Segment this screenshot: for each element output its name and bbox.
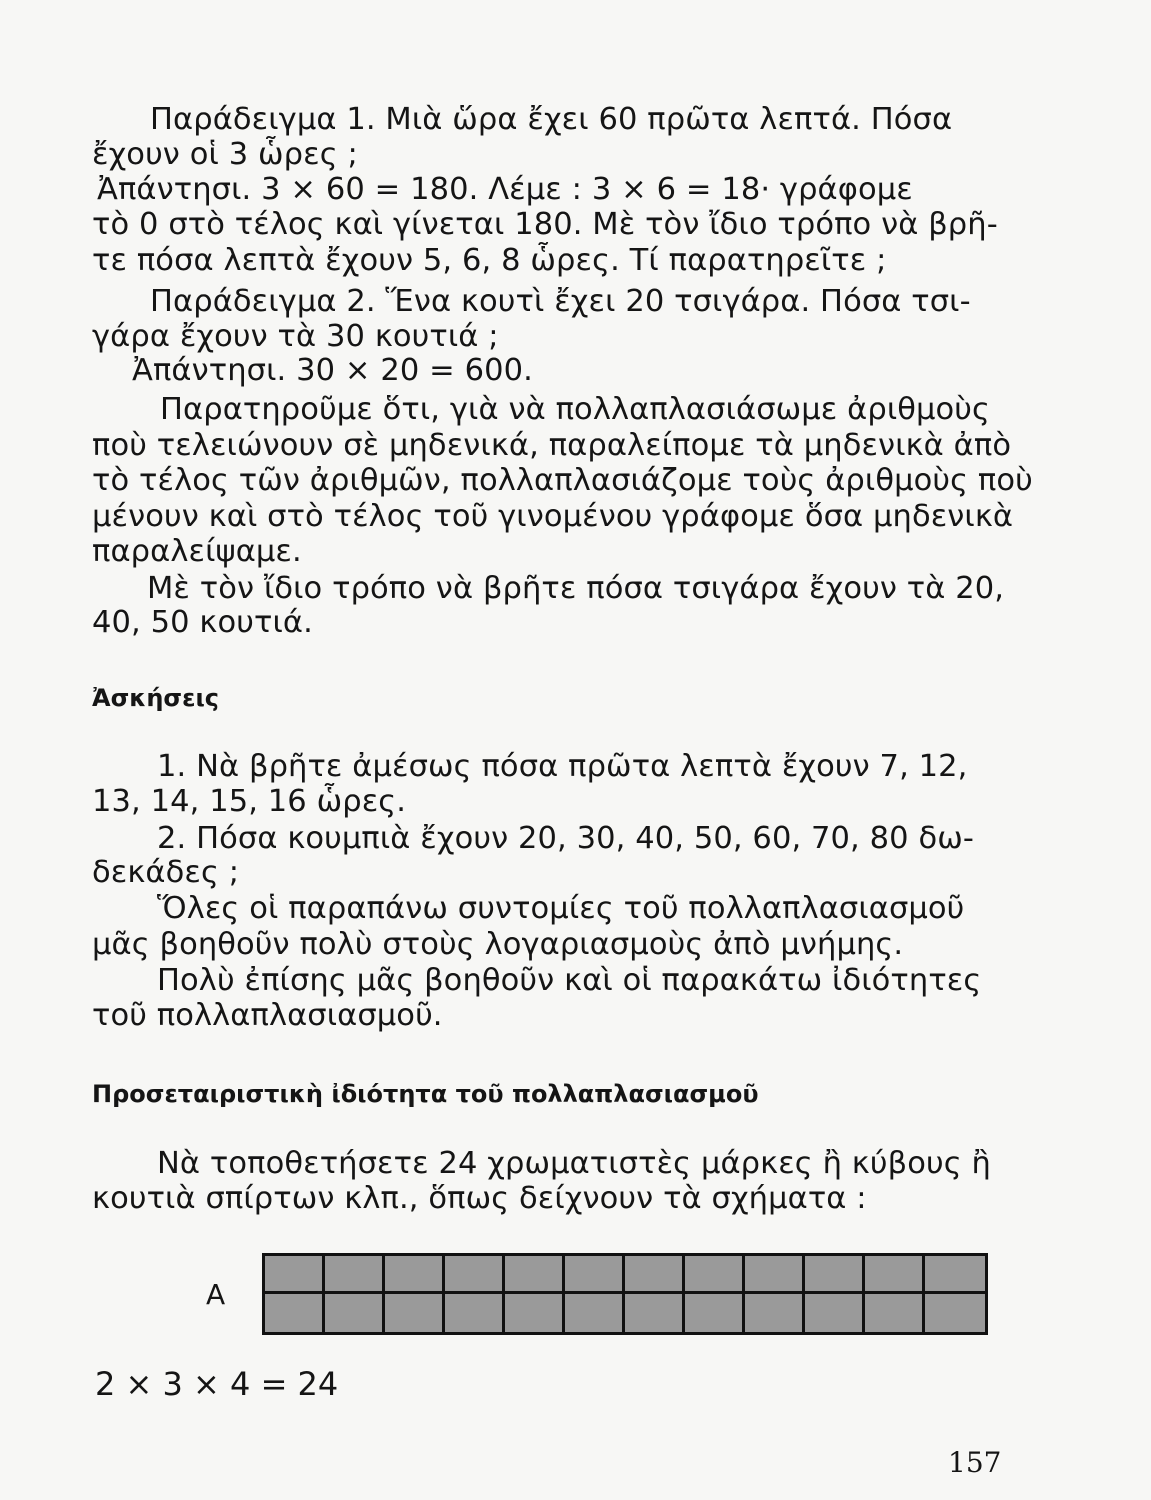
- section-heading: Προσεταιριστικὴ ἰδιότητα τοῦ πολλαπλασιασμοῦ: [92, 1080, 759, 1108]
- grid-cell: [865, 1294, 925, 1332]
- example-1-line-1: Παράδειγμα 1. Μιὰ ὥρα ἔχει 60 πρῶτα λεπτά. Πόσα: [150, 102, 953, 137]
- grid-cell: [805, 1294, 865, 1332]
- grid-cell: [505, 1294, 565, 1332]
- grid-cell: [865, 1256, 925, 1294]
- grid-cell: [625, 1294, 685, 1332]
- exercise-1-line-1: 1. Νὰ βρῆτε ἀμέσως πόσα πρῶτα λεπτὰ ἔχουν 7, 12,: [157, 749, 968, 784]
- section-line-1: Νὰ τοποθετήσετε 24 χρωματιστὲς μάρκες ἢ κύβους ἢ: [157, 1146, 991, 1181]
- observation-line-2: ποὺ τελειώνουν σὲ μηδενικά, παραλείπομε τὰ μηδενικὰ ἀπὸ: [92, 428, 1012, 463]
- grid-cell: [265, 1294, 325, 1332]
- grid-cell: [685, 1256, 745, 1294]
- grid-cell: [325, 1256, 385, 1294]
- grid-cell: [565, 1294, 625, 1332]
- grid-cell: [625, 1256, 685, 1294]
- grid-cell: [565, 1256, 625, 1294]
- exercise-2-line-1: 2. Πόσα κουμπιὰ ἔχουν 20, 30, 40, 50, 60, 70, 80 δω-: [157, 821, 974, 856]
- grid-cell: [925, 1294, 985, 1332]
- observation-line-3: τὸ τέλος τῶν ἀριθμῶν, πολλαπλασιάζομε τοὺς ἀριθμοὺς ποὺ: [92, 463, 1033, 498]
- properties-line-2: τοῦ πολλαπλασιασμοῦ.: [92, 998, 443, 1033]
- example-1-answer: Ἀπάντησι. 3 × 60 = 180. Λέμε : 3 × 6 = 18· γράφομε: [97, 172, 913, 207]
- section-line-2: κουτιὰ σπίρτων κλπ., ὅπως δείχνουν τὰ σχήματα :: [92, 1181, 867, 1216]
- page-number: 157: [948, 1446, 1002, 1479]
- exercise-2-line-2: δεκάδες ;: [92, 855, 240, 890]
- observation-line-1: Παρατηροῦμε ὅτι, γιὰ νὰ πολλαπλασιάσωμε ἀριθμοὺς: [160, 392, 991, 427]
- grid-cell: [685, 1294, 745, 1332]
- example-2-line-2: γάρα ἔχουν τὰ 30 κουτιά ;: [92, 319, 499, 354]
- observation-line-7: 40, 50 κουτιά.: [92, 605, 313, 640]
- shortcuts-line-1: Ὅλες οἱ παραπάνω συντομίες τοῦ πολλαπλασιασμοῦ: [157, 891, 965, 926]
- example-2-line-1: Παράδειγμα 2. Ἕνα κουτὶ ἔχει 20 τσιγάρα. Πόσα τσι-: [150, 284, 971, 319]
- example-2-answer: Ἀπάντησι. 30 × 20 = 600.: [132, 353, 533, 388]
- grid-cell: [385, 1256, 445, 1294]
- grid-cell: [265, 1256, 325, 1294]
- grid-cell: [385, 1294, 445, 1332]
- shortcuts-line-2: μᾶς βοηθοῦν πολὺ στοὺς λογαριασμοὺς ἀπὸ μνήμης.: [92, 927, 904, 962]
- observation-line-5: παραλείψαμε.: [92, 534, 302, 569]
- grid-cell: [925, 1256, 985, 1294]
- properties-line-1: Πολὺ ἐπίσης μᾶς βοηθοῦν καὶ οἱ παρακάτω ἰδιότητες: [157, 963, 982, 998]
- grid-cell: [505, 1256, 565, 1294]
- block-grid-figure: [262, 1253, 988, 1335]
- exercises-heading: Ἀσκήσεις: [92, 684, 220, 712]
- figure-label: A: [206, 1278, 226, 1311]
- grid-cell: [745, 1294, 805, 1332]
- example-1-line-2: ἔχουν οἱ 3 ὧρες ;: [92, 137, 358, 172]
- exercise-1-line-2: 13, 14, 15, 16 ὧρες.: [92, 784, 407, 819]
- observation-line-4: μένουν καὶ στὸ τέλος τοῦ γινομένου γράφομε ὅσα μηδενικὰ: [92, 499, 1014, 534]
- grid-cell: [745, 1256, 805, 1294]
- example-1-line-5: τε πόσα λεπτὰ ἔχουν 5, 6, 8 ὧρες. Τί παρατηρεῖτε ;: [92, 243, 887, 278]
- grid-cell: [445, 1294, 505, 1332]
- grid-cell: [445, 1256, 505, 1294]
- figure-equation: 2 × 3 × 4 = 24: [95, 1365, 339, 1403]
- grid-cell: [325, 1294, 385, 1332]
- example-1-line-4: τὸ 0 στὸ τέλος καὶ γίνεται 180. Μὲ τὸν ἴδιο τρόπο νὰ βρῆ-: [92, 207, 998, 242]
- observation-line-6: Μὲ τὸν ἴδιο τρόπο νὰ βρῆτε πόσα τσιγάρα ἔχουν τὰ 20,: [147, 571, 1005, 606]
- grid-cell: [805, 1256, 865, 1294]
